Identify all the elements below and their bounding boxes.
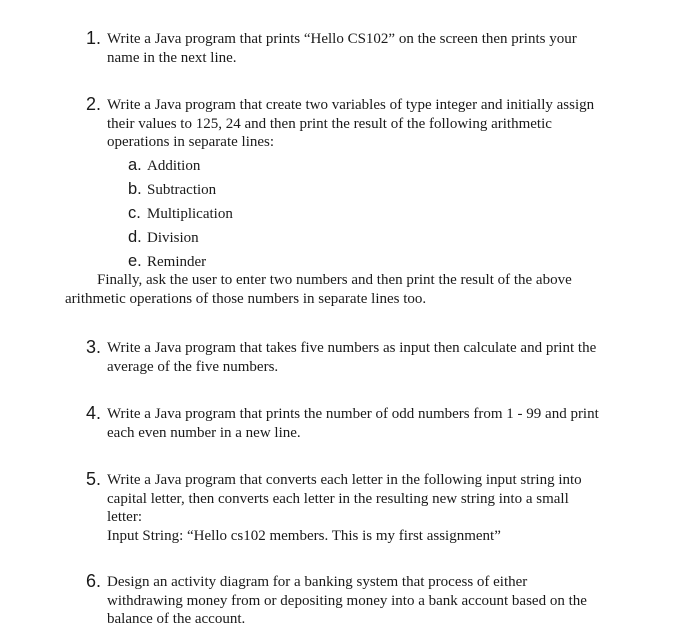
- question-1: [86, 30, 646, 67]
- subitem-letter: c.: [128, 204, 141, 222]
- question-5: [86, 471, 646, 545]
- subitem-reminder: [128, 252, 206, 271]
- question-2: [86, 96, 646, 152]
- question-text: [107, 30, 646, 67]
- question-line: each even number in a new line.: [107, 424, 301, 441]
- question-4: [86, 405, 646, 442]
- question-number: 5.: [86, 469, 102, 489]
- question-line: average of the five numbers.: [107, 358, 279, 375]
- followup-line: arithmetic operations of those numbers in separate lines too.: [65, 290, 427, 307]
- question-number: 2.: [86, 94, 102, 114]
- question-line: Design an activity diagram for a banking system that process of either: [107, 574, 528, 590]
- question-text: [107, 471, 646, 545]
- question-text: [107, 96, 646, 152]
- subitem-subtraction: [128, 180, 216, 199]
- followup-line: Finally, ask the user to enter two numbers and then print the result of the above: [97, 272, 572, 288]
- question-text: [107, 573, 646, 629]
- question-line: withdrawing money from or depositing money into a bank account based on the: [107, 592, 587, 609]
- question-line: operations in separate lines:: [107, 134, 275, 150]
- subitem-letter: a.: [128, 156, 142, 174]
- subitem-text: Addition: [147, 158, 201, 174]
- subitem-letter: e.: [128, 252, 142, 270]
- subitem-letter: b.: [128, 180, 142, 198]
- question-line: letter:: [107, 509, 142, 525]
- question-line: name in the next line.: [107, 49, 237, 66]
- question-number: 1.: [86, 28, 102, 48]
- question-number: 4.: [86, 403, 102, 423]
- question-line: Write a Java program that converts each letter in the following input string into: [107, 472, 582, 488]
- question-line: Write a Java program that prints “Hello CS102” on the screen then prints your: [107, 31, 577, 47]
- subitem-text: Reminder: [147, 254, 207, 270]
- subitem-text: Division: [147, 230, 199, 246]
- question-number: 3.: [86, 337, 102, 357]
- question-line: capital letter, then converts each letter in the resulting new string into a small: [107, 490, 569, 507]
- question-line: Write a Java program that create two variables of type integer and initially assign: [107, 97, 595, 113]
- subitem-text: Multiplication: [147, 206, 233, 222]
- question-number: 6.: [86, 571, 102, 591]
- question-text: [107, 339, 646, 376]
- subitem-letter: d.: [128, 228, 142, 246]
- question-6: [86, 573, 646, 629]
- question-line: balance of the account.: [107, 611, 246, 627]
- question-text: [107, 405, 646, 442]
- question-3: [86, 339, 646, 376]
- question-line: their values to 125, 24 and then print the result of the following arithmetic: [107, 115, 552, 132]
- subitem-multiplication: [128, 204, 233, 223]
- subitem-addition: [128, 156, 200, 175]
- question-line: Write a Java program that takes five numbers as input then calculate and print the: [107, 340, 597, 356]
- input-string: Input String: “Hello cs102 members. This is my first assignment”: [107, 527, 501, 544]
- subitem-division: [128, 228, 199, 247]
- question-line: Write a Java program that prints the number of odd numbers from 1 - 99 and print: [107, 406, 599, 422]
- question-2-followup: [65, 271, 655, 308]
- subitem-text: Subtraction: [147, 182, 217, 198]
